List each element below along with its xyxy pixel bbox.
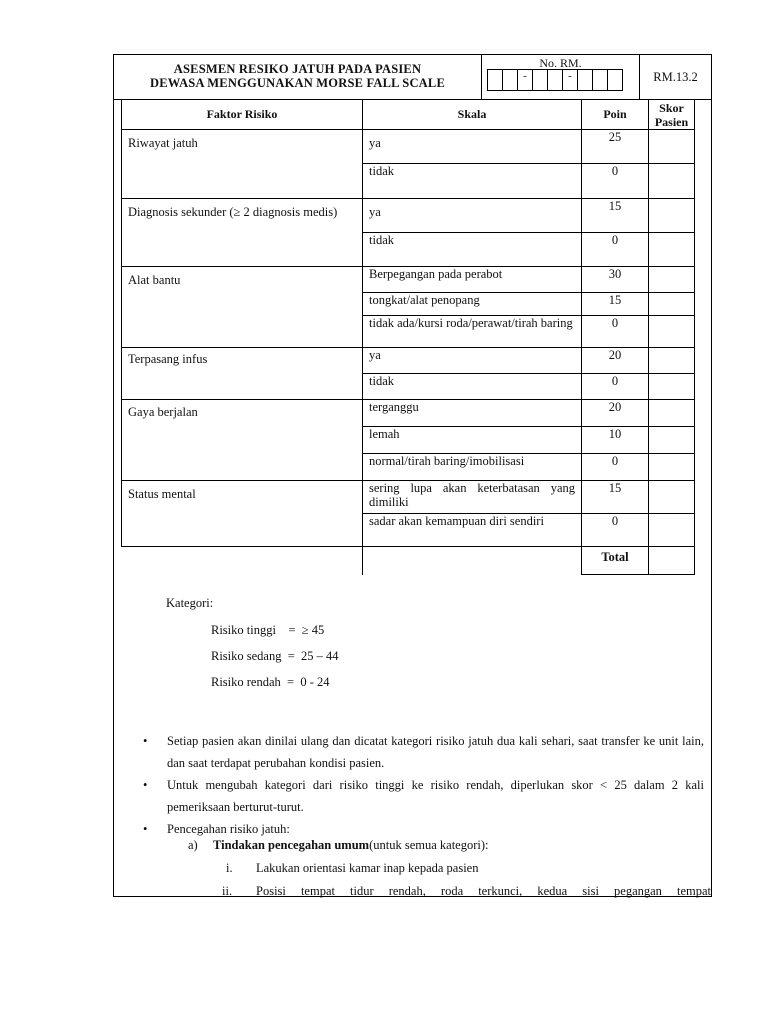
skala-cell: lemah bbox=[363, 427, 582, 454]
skor-input-cell[interactable] bbox=[649, 130, 695, 164]
rm-digit-box[interactable] bbox=[487, 69, 503, 91]
sub-a-rest: (untuk semua kategori): bbox=[369, 838, 489, 852]
risk-high: Risiko tinggi = ≥ 45 bbox=[211, 623, 325, 637]
poin-cell: 0 bbox=[582, 454, 649, 481]
col-header-skor: Skor Pasien bbox=[649, 100, 695, 130]
poin-cell: 20 bbox=[582, 400, 649, 427]
skala-cell: ya bbox=[363, 130, 582, 164]
skor-input-cell[interactable] bbox=[649, 481, 695, 514]
note-text: Pencegahan risiko jatuh: bbox=[167, 822, 290, 836]
title-line-2: DEWASA MENGGUNAKAN MORSE FALL SCALE bbox=[149, 76, 445, 90]
skor-input-cell[interactable] bbox=[649, 454, 695, 481]
rm-number-boxes bbox=[488, 69, 623, 91]
skor-input-cell[interactable] bbox=[649, 374, 695, 400]
poin-cell: 25 bbox=[582, 130, 649, 164]
poin-cell: 0 bbox=[582, 233, 649, 267]
sub-a-heading: Tindakan pencegahan umum bbox=[213, 838, 370, 852]
kategori-label: Kategori: bbox=[166, 596, 214, 610]
poin-cell: 15 bbox=[582, 293, 649, 316]
rm-digit-box[interactable] bbox=[547, 69, 563, 91]
poin-cell: 0 bbox=[582, 374, 649, 400]
skala-cell: normal/tirah baring/imobilisasi bbox=[363, 454, 582, 481]
col-header-skala: Skala bbox=[363, 100, 582, 130]
note-item bbox=[141, 730, 704, 774]
skala-cell: Berpegangan pada perabot bbox=[363, 267, 582, 293]
form-code: RM.13.2 bbox=[653, 70, 698, 84]
note-text: Setiap pasien akan dinilai ulang dan dicatat kategori risiko jatuh dua kali sehari, saat transfer ke unit lain, dan saat terdapat perubahan kondisi pasien. bbox=[167, 734, 704, 770]
col-header-poin: Poin bbox=[582, 100, 649, 130]
poin-cell: 15 bbox=[582, 199, 649, 233]
rm-digit-box[interactable] bbox=[532, 69, 548, 91]
rm-digit-box[interactable] bbox=[577, 69, 593, 91]
rm-separator-box: - bbox=[562, 69, 578, 91]
faktor-cell: Diagnosis sekunder (≥ 2 diagnosis medis) bbox=[122, 199, 363, 267]
skala-cell: tongkat/alat penopang bbox=[363, 293, 582, 316]
bullet-icon: • bbox=[143, 822, 148, 836]
form-title bbox=[114, 55, 482, 99]
poin-cell: 0 bbox=[582, 514, 649, 547]
skor-input-cell[interactable] bbox=[649, 348, 695, 374]
skor-input-cell[interactable] bbox=[649, 514, 695, 547]
item-i-text: Lakukan orientasi kamar inap kepada pasien bbox=[256, 861, 479, 875]
poin-cell: 0 bbox=[582, 316, 649, 348]
notes-list bbox=[141, 730, 704, 840]
note-text: Untuk mengubah kategori dari risiko tinggi ke risiko rendah, diperlukan skor < 25 dalam 2 kali pemeriksaan berturut-turut. bbox=[167, 778, 704, 814]
sub-a-marker: a) bbox=[188, 838, 198, 852]
skala-cell: tidak bbox=[363, 374, 582, 400]
skor-input-cell[interactable] bbox=[649, 427, 695, 454]
bullet-icon: • bbox=[143, 778, 148, 792]
faktor-cell: Riwayat jatuh bbox=[122, 130, 363, 199]
faktor-cell: Status mental bbox=[122, 481, 363, 547]
rm-number-block bbox=[482, 55, 640, 99]
skor-input-cell[interactable] bbox=[649, 164, 695, 199]
skala-cell: tidak bbox=[363, 164, 582, 199]
morse-fall-scale-table bbox=[121, 99, 695, 575]
skor-input-cell[interactable] bbox=[649, 199, 695, 233]
faktor-cell: Terpasang infus bbox=[122, 348, 363, 400]
skor-input-cell[interactable] bbox=[649, 267, 695, 293]
skala-cell: ya bbox=[363, 348, 582, 374]
risk-medium: Risiko sedang = 25 – 44 bbox=[211, 649, 339, 663]
rm-digit-box[interactable] bbox=[592, 69, 608, 91]
skala-cell: tidak bbox=[363, 233, 582, 267]
note-item bbox=[141, 774, 704, 818]
faktor-cell: Gaya berjalan bbox=[122, 400, 363, 481]
rm-digit-box[interactable] bbox=[607, 69, 623, 91]
poin-cell: 15 bbox=[582, 481, 649, 514]
skala-cell: tidak ada/kursi roda/perawat/tirah baring bbox=[363, 316, 582, 348]
risk-low: Risiko rendah = 0 - 24 bbox=[211, 675, 330, 689]
title-line-1: ASESMEN RESIKO JATUH PADA PASIEN bbox=[173, 62, 422, 76]
skor-input-cell[interactable] bbox=[649, 400, 695, 427]
skor-input-cell[interactable] bbox=[649, 293, 695, 316]
rm-separator-box: - bbox=[517, 69, 533, 91]
total-score-cell[interactable] bbox=[649, 547, 695, 575]
skala-cell: terganggu bbox=[363, 400, 582, 427]
note-item bbox=[141, 818, 704, 840]
item-ii-marker: ii. bbox=[222, 884, 233, 898]
form-page bbox=[113, 54, 712, 897]
skala-cell: sadar akan kemampuan diri sendiri bbox=[363, 514, 582, 547]
total-label: Total bbox=[582, 547, 649, 575]
poin-cell: 10 bbox=[582, 427, 649, 454]
faktor-cell: Alat bantu bbox=[122, 267, 363, 348]
skala-cell: sering lupa akan keterbatasan yang dimiliki bbox=[363, 481, 582, 514]
poin-cell: 0 bbox=[582, 164, 649, 199]
skala-cell: ya bbox=[363, 199, 582, 233]
rm-digit-box[interactable] bbox=[502, 69, 518, 91]
poin-cell: 20 bbox=[582, 348, 649, 374]
item-i-marker: i. bbox=[226, 861, 233, 875]
item-ii-text: Posisi tempat tidur rendah, roda terkunci, kedua sisi pegangan tempat bbox=[256, 884, 711, 898]
skor-input-cell[interactable] bbox=[649, 316, 695, 348]
poin-cell: 30 bbox=[582, 267, 649, 293]
col-header-faktor: Faktor Risiko bbox=[122, 100, 363, 130]
form-header bbox=[114, 55, 711, 100]
sub-a-text bbox=[213, 838, 489, 853]
rm-label: No. RM. bbox=[539, 56, 582, 70]
bullet-icon: • bbox=[143, 734, 148, 748]
skor-input-cell[interactable] bbox=[649, 233, 695, 267]
